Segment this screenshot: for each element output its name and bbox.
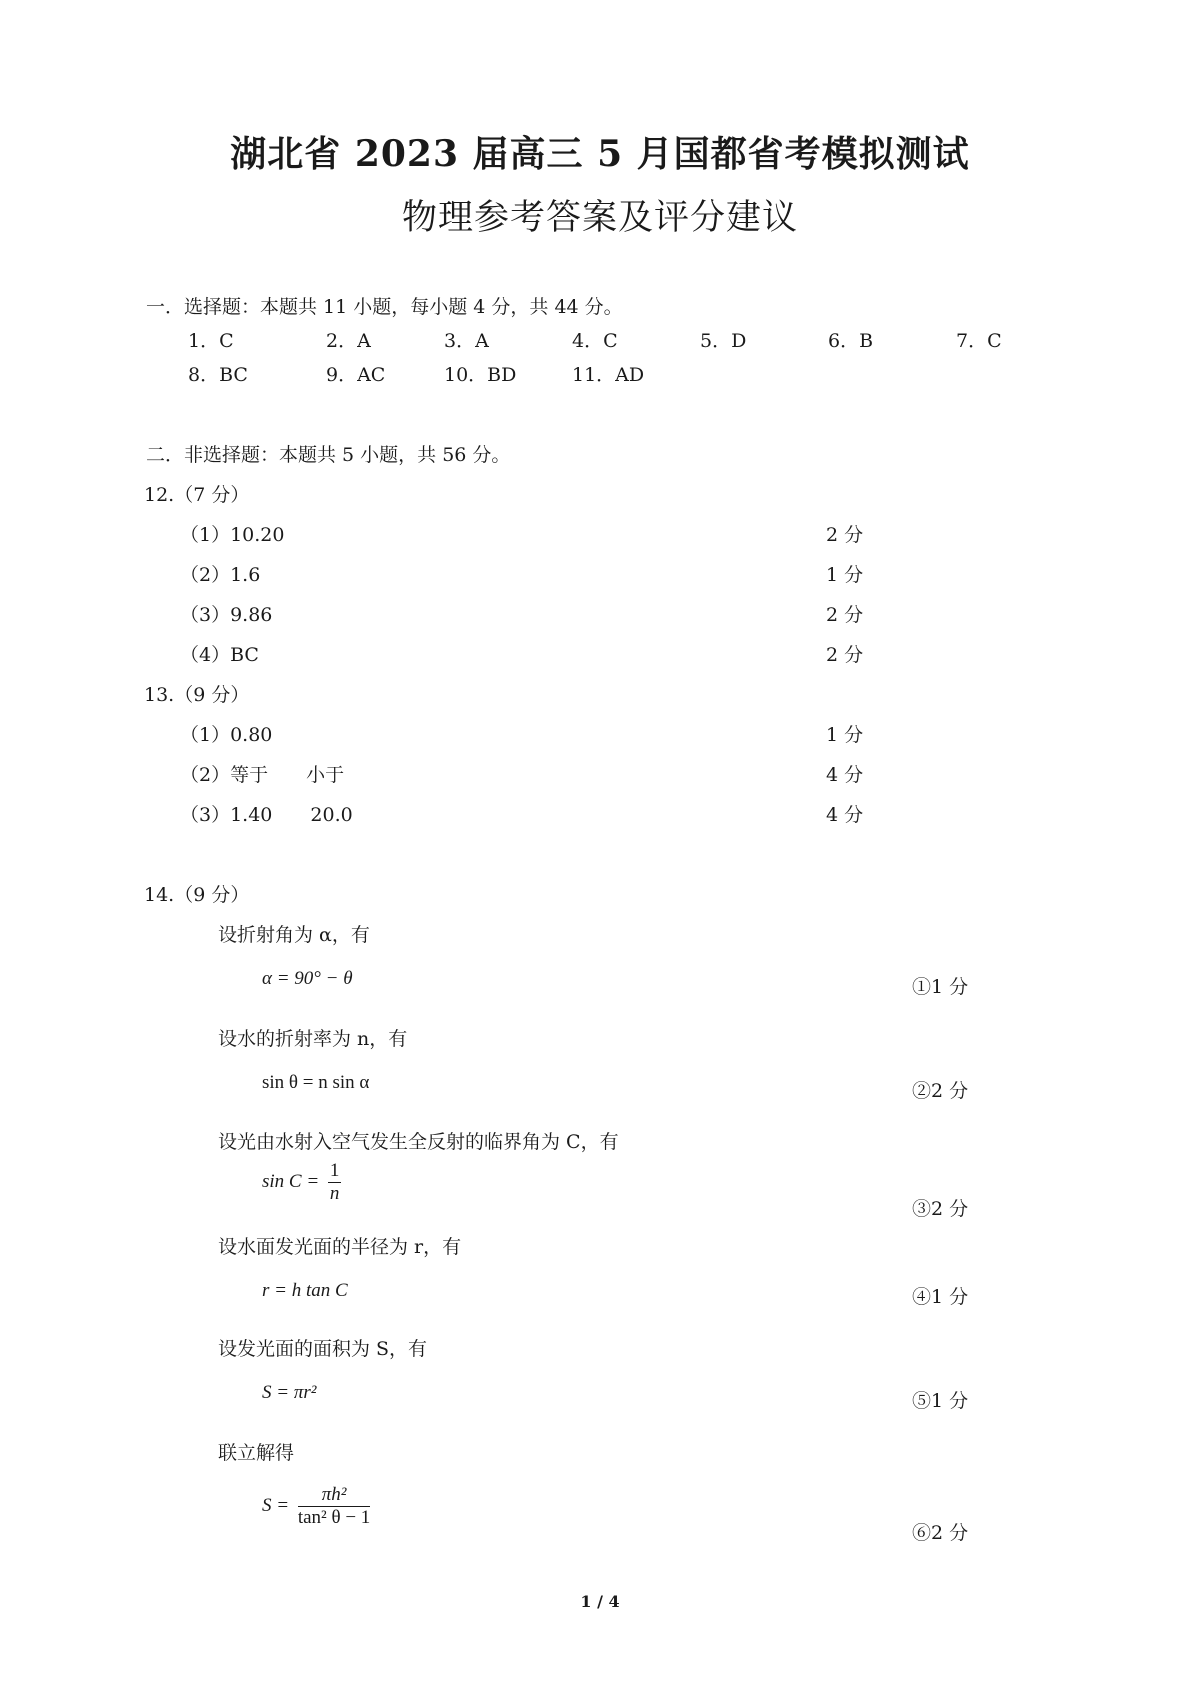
q12-score: 2 分: [826, 524, 864, 546]
q14-formula-1: α = 90° − θ: [262, 968, 353, 989]
q14-step-desc: 设水的折射率为 n，有: [218, 1028, 408, 1050]
q12-item: （4）BC: [180, 644, 259, 666]
q14-formula-3: [262, 1160, 341, 1205]
q13-item: （3）1.40 20.0: [180, 804, 353, 826]
q12-item: （3）9.86: [180, 604, 273, 626]
q14-step-desc: 设光由水射入空气发生全反射的临界角为 C，有: [218, 1131, 619, 1153]
q12-label: 12.（7 分）: [144, 484, 250, 506]
mc-answer: 2．A: [326, 330, 371, 352]
q12-item: （2）1.6: [180, 564, 261, 586]
formula-lhs: sin C =: [262, 1170, 320, 1192]
fraction: [328, 1160, 342, 1205]
mc-answer: 10．BD: [444, 364, 517, 386]
q13-item: （1）0.80: [180, 724, 273, 746]
q12-score: 1 分: [826, 564, 864, 586]
document-title: 湖北省 2023 届高三 5 月国都省考模拟测试: [230, 133, 970, 175]
q14-formula-6: [262, 1484, 370, 1529]
q14-step-score: ④1 分: [912, 1286, 969, 1308]
q14-step-desc: 设发光面的面积为 S，有: [218, 1338, 428, 1360]
fraction-numerator: 1: [329, 1160, 340, 1181]
q14-step-desc: 设折射角为 α，有: [218, 924, 370, 946]
q14-step-score: ⑤1 分: [912, 1390, 969, 1412]
mc-answer: 11．AD: [572, 364, 645, 386]
q13-score: 4 分: [826, 804, 864, 826]
mc-answer: 1．C: [188, 330, 234, 352]
q14-label: 14.（9 分）: [144, 884, 250, 906]
fraction-denominator: n: [329, 1183, 340, 1204]
q13-label: 13.（9 分）: [144, 684, 250, 706]
formula-lhs: S =: [262, 1494, 290, 1516]
q14-step-score: ①1 分: [912, 976, 969, 998]
fraction-denominator: tan² θ − 1: [297, 1507, 371, 1528]
fraction: [298, 1484, 370, 1529]
q14-step-score: ⑥2 分: [912, 1522, 969, 1544]
mc-answer: 6．B: [828, 330, 874, 352]
q12-item: （1）10.20: [180, 524, 285, 546]
page-number: 1 / 4: [580, 1592, 620, 1611]
q13-score: 4 分: [826, 764, 864, 786]
q14-step-score: ②2 分: [912, 1080, 969, 1102]
mc-answer: 7．C: [956, 330, 1002, 352]
q12-score: 2 分: [826, 604, 864, 626]
q14-step-desc: 设水面发光面的半径为 r，有: [218, 1236, 462, 1258]
section2-heading: 二．非选择题：本题共 5 小题，共 56 分。: [146, 444, 511, 466]
q13-item: （2）等于 小于: [180, 764, 345, 786]
fraction-numerator: πh²: [298, 1484, 370, 1507]
q14-step-score: ③2 分: [912, 1198, 969, 1220]
mc-answer: 5．D: [700, 330, 747, 352]
mc-answer: 9．AC: [326, 364, 386, 386]
mc-answer: 8．BC: [188, 364, 248, 386]
mc-answer: 4．C: [572, 330, 618, 352]
q13-score: 1 分: [826, 724, 864, 746]
q14-formula-5: S = πr²: [262, 1382, 317, 1403]
q12-score: 2 分: [826, 644, 864, 666]
q14-formula-4: r = h tan C: [262, 1280, 348, 1301]
mc-answer: 3．A: [444, 330, 489, 352]
q14-step-desc: 联立解得: [218, 1442, 295, 1464]
section1-heading: 一．选择题：本题共 11 小题，每小题 4 分，共 44 分。: [146, 296, 623, 318]
document-subtitle: 物理参考答案及评分建议: [401, 198, 798, 238]
q14-formula-2: sin θ = n sin α: [262, 1072, 370, 1093]
